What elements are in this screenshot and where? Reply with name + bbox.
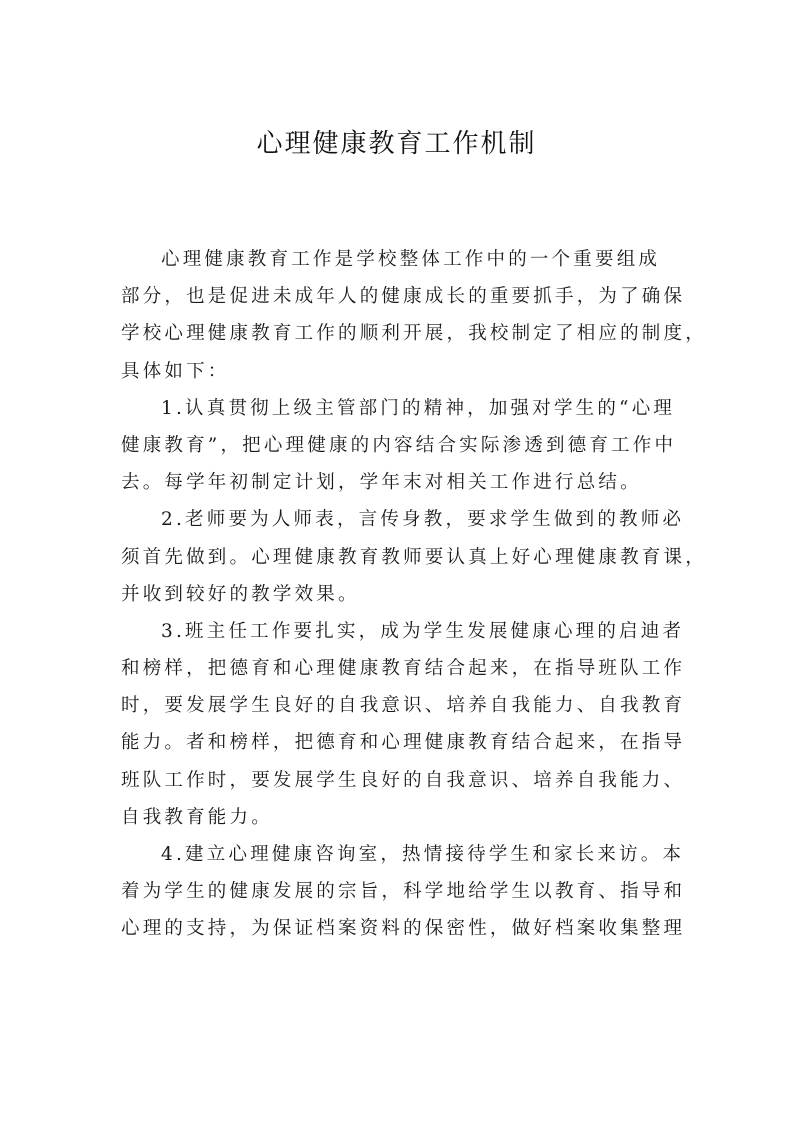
- text-line: 和榜样，把德育和心理健康教育结合起来，在指导班队工作: [121, 658, 686, 680]
- document-title: 心理健康教育工作机制: [256, 129, 537, 159]
- text-line: 4.建立心理健康咨询室，热情接待学生和家长来访。本: [161, 844, 685, 865]
- text-line: 时，要发展学生良好的自我意识、培养自我能力、自我教育: [121, 695, 686, 717]
- text-line: 班队工作时，要发展学生良好的自我意识、培养自我能力、: [121, 769, 686, 791]
- text-line: 健康教育”，把心理健康的内容结合实际渗透到德育工作中: [121, 434, 677, 456]
- paragraph-item-3: [121, 613, 686, 836]
- text-line: 自我教育能力。: [121, 806, 273, 828]
- paragraph-item-2: [121, 501, 707, 613]
- text-line: 能力。者和榜样，把德育和心理健康教育结合起来，在指导: [121, 732, 686, 754]
- text-line: 须首先做到。心理健康教育教师要认真上好心理健康教育课，: [121, 546, 707, 568]
- text-line: 去。每学年初制定计划，学年末对相关工作进行总结。: [121, 472, 642, 494]
- text-line: 心理健康教育工作是学校整体工作中的一个重要组成: [161, 249, 661, 270]
- document-body: [121, 241, 707, 948]
- text-line: 着为学生的健康发展的宗旨，科学地给学生以教育、指导和: [121, 881, 686, 903]
- text-line: 并收到较好的教学效果。: [121, 583, 360, 605]
- paragraph-item-4: [121, 836, 686, 948]
- text-line: 2.老师要为人师表，言传身教，要求学生做到的教师必: [161, 509, 685, 531]
- text-line: 学校心理健康教育工作的顺利开展，我校制定了相应的制度，: [121, 323, 707, 345]
- text-line: 3.班主任工作要扎实，成为学生发展健康心理的启迪者: [161, 620, 685, 642]
- text-line: 具体如下：: [121, 360, 230, 382]
- paragraph-item-1: [121, 390, 683, 502]
- text-line: 心理的支持，为保证档案资料的保密性，做好档案收集整理: [121, 918, 686, 940]
- text-line: 部分，也是促进未成年人的健康成长的重要抓手，为了确保: [121, 286, 686, 308]
- text-line: 1.认真贯彻上级主管部门的精神，加强对学生的“心理: [161, 397, 676, 419]
- paragraph-intro: [121, 241, 707, 390]
